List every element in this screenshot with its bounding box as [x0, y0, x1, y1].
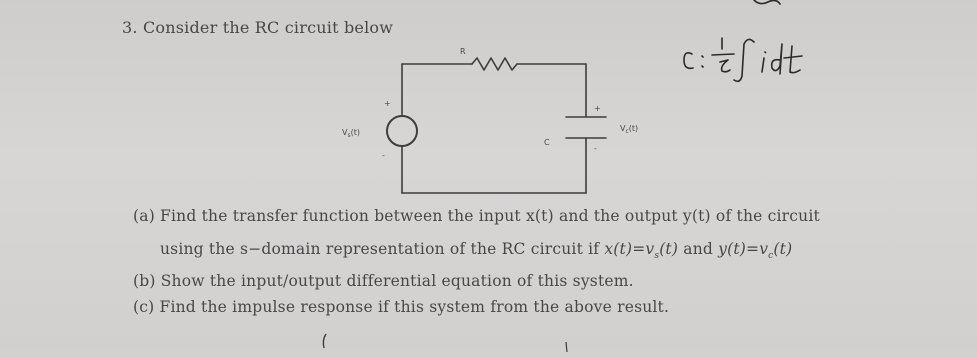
- part-c: (c) Find the impulse response if this system from the above result.: [133, 298, 670, 316]
- source-plus-sign: +: [384, 99, 391, 108]
- part-a-line-2: [160, 240, 792, 261]
- capacitor-plus-sign: +: [594, 104, 601, 113]
- voltage-source-symbol: [387, 116, 417, 146]
- resistor-symbol: [472, 58, 517, 70]
- capacitor-minus-sign: -: [594, 144, 597, 153]
- handwritten-note: [676, 0, 826, 90]
- rc-circuit-diagram: [330, 40, 660, 205]
- and-word: and: [678, 240, 719, 258]
- stray-mark-right: [558, 338, 578, 358]
- resistor-label: R: [460, 47, 466, 56]
- stray-mark-left: [318, 332, 338, 352]
- math-x-equals-vs: $x(t)=v_s(t)$: [604, 240, 679, 262]
- capacitor-label: C: [544, 138, 550, 147]
- part-b: (b) Show the input/output differential equation of this system.: [133, 272, 634, 290]
- source-label: $V_s(t)$: [342, 128, 361, 139]
- source-minus-sign: -: [382, 151, 385, 160]
- part-a-line-1: (a) Find the transfer function between the input x(t) and the output y(t) of the circuit: [133, 207, 820, 225]
- problem-title: 3. Consider the RC circuit below: [122, 18, 394, 37]
- math-y-equals-vc: $y(t)=v_c(t)$: [718, 240, 793, 262]
- part-a-line-2-text: using the s−domain representation of the RC circuit if: [160, 240, 605, 258]
- output-voltage-label: $V_c(t)$: [620, 124, 639, 135]
